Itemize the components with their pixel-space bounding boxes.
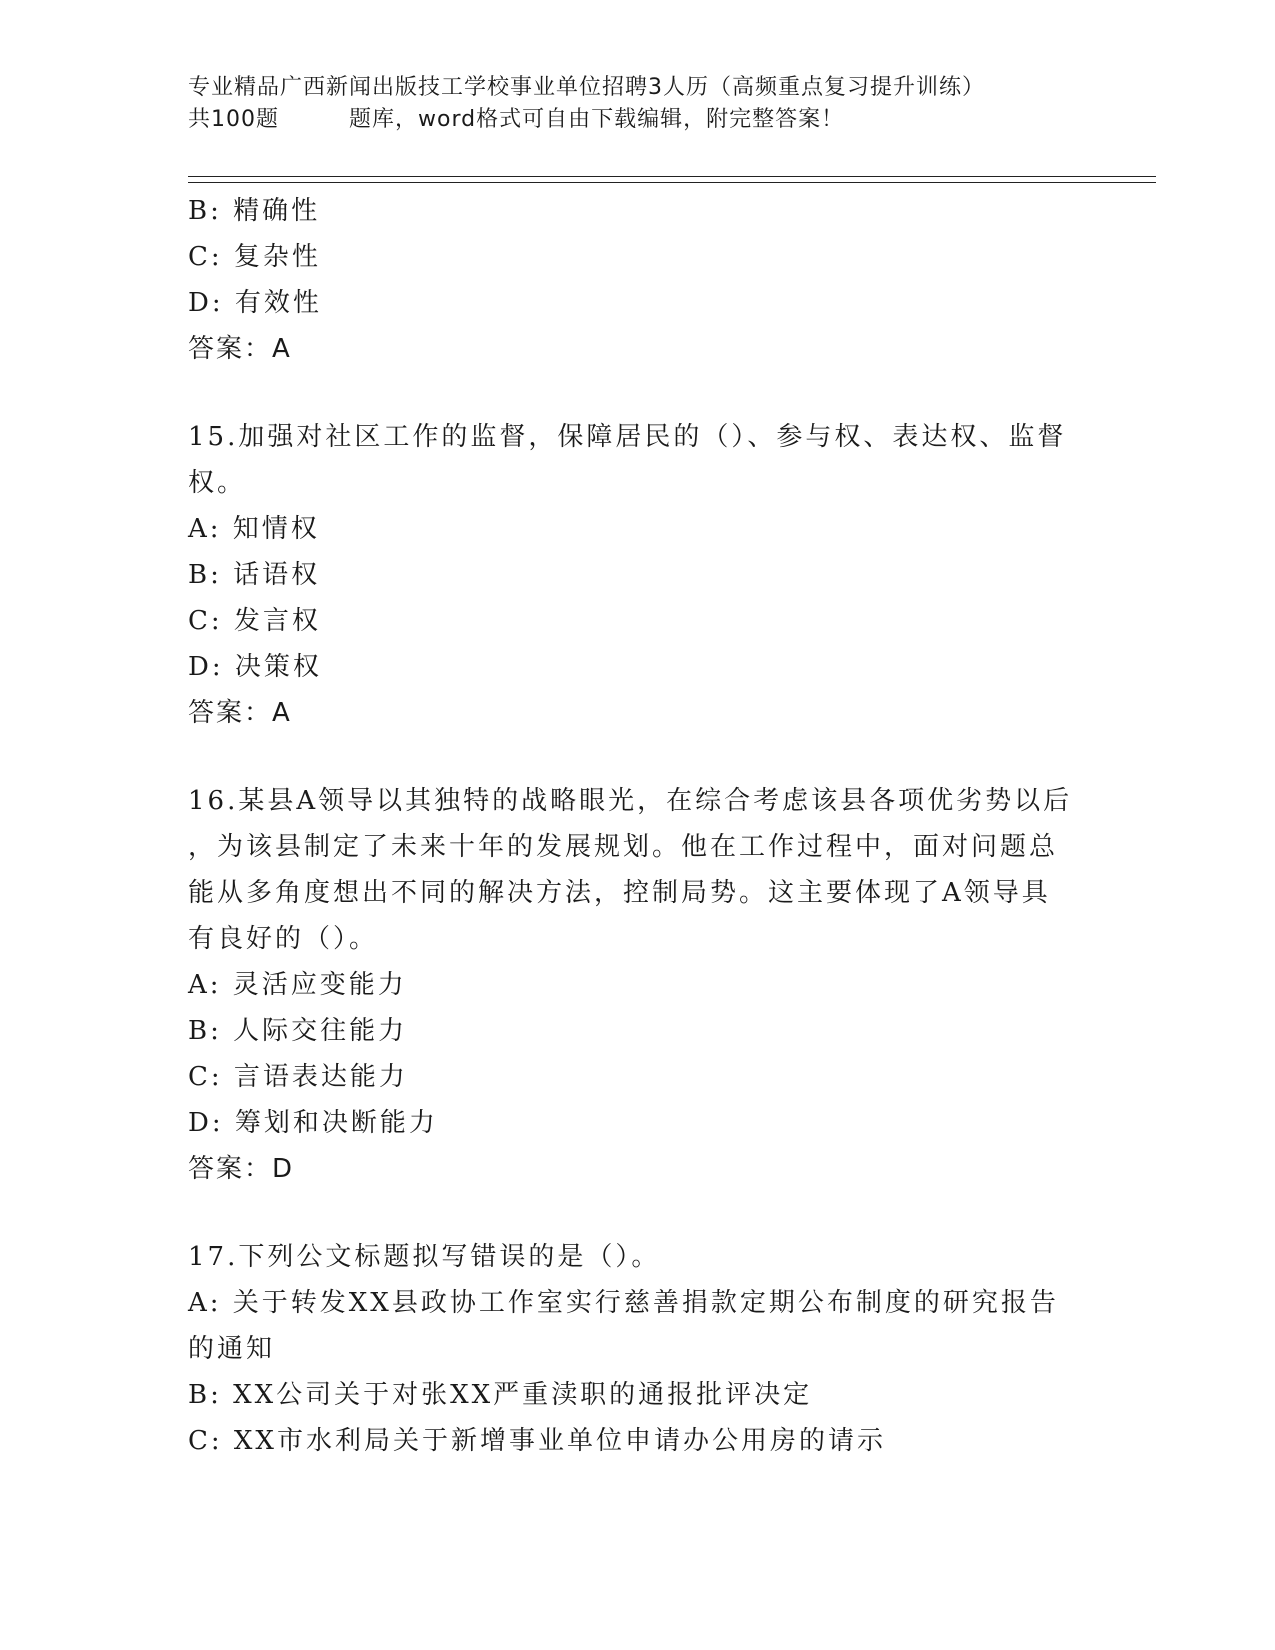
- page-header: [188, 72, 1088, 136]
- question-17-text: 17.下列公文标题拟写错误的是（）。: [188, 1242, 661, 1272]
- option-d: D: 决策权: [188, 652, 322, 682]
- option-b: B: 话语权: [188, 560, 321, 590]
- question-16-text-cont: 有良好的（）。: [188, 924, 379, 954]
- option-c: C: 发言权: [188, 606, 321, 636]
- option-b: B: XX公司关于对张XX严重渎职的通报批评决定: [188, 1380, 813, 1410]
- option-d: D: 筹划和决断能力: [188, 1108, 438, 1138]
- option-a: A: 知情权: [188, 514, 320, 544]
- option-c: C: 言语表达能力: [188, 1062, 408, 1092]
- question-15-text: 15.加强对社区工作的监督，保障居民的（）、参与权、表达权、监督: [188, 422, 1067, 452]
- option-a: A: 灵活应变能力: [188, 970, 407, 1000]
- question-content: [188, 188, 1088, 1464]
- option-a: A: 关于转发XX县政协工作室实行慈善捐款定期公布制度的研究报告: [188, 1288, 1059, 1318]
- question-15-text-cont: 权。: [188, 468, 247, 498]
- header-subtitle: [188, 104, 1088, 136]
- header-title: 专业精品广西新闻出版技工学校事业单位招聘3人历（高频重点复习提升训练）: [188, 75, 985, 100]
- option-d: D: 有效性: [188, 288, 322, 318]
- answer-line: 答案：D: [188, 1154, 295, 1184]
- answer-line: 答案：A: [188, 334, 292, 364]
- question-16-text: 16.某县A领导以其独特的战略眼光，在综合考虑该县各项优劣势以后: [188, 786, 1073, 816]
- header-count: 共100题: [188, 107, 279, 132]
- header-note: 题库，word格式可自由下载编辑，附完整答案！: [349, 107, 845, 132]
- question-16-text-cont: 能从多角度想出不同的解决方法，控制局势。这主要体现了A领导具: [188, 878, 1051, 908]
- option-b: B: 精确性: [188, 196, 321, 226]
- answer-line: 答案：A: [188, 698, 292, 728]
- option-c: C: XX市水利局关于新增事业单位申请办公用房的请示: [188, 1426, 886, 1456]
- question-16-text-cont: ，为该县制定了未来十年的发展规划。他在工作过程中，面对问题总: [188, 832, 1059, 862]
- option-b: B: 人际交往能力: [188, 1016, 408, 1046]
- header-rule-top: [188, 176, 1156, 177]
- option-c: C: 复杂性: [188, 242, 321, 272]
- header-rule-bottom: [188, 182, 1156, 183]
- option-a-cont: 的通知: [188, 1334, 276, 1364]
